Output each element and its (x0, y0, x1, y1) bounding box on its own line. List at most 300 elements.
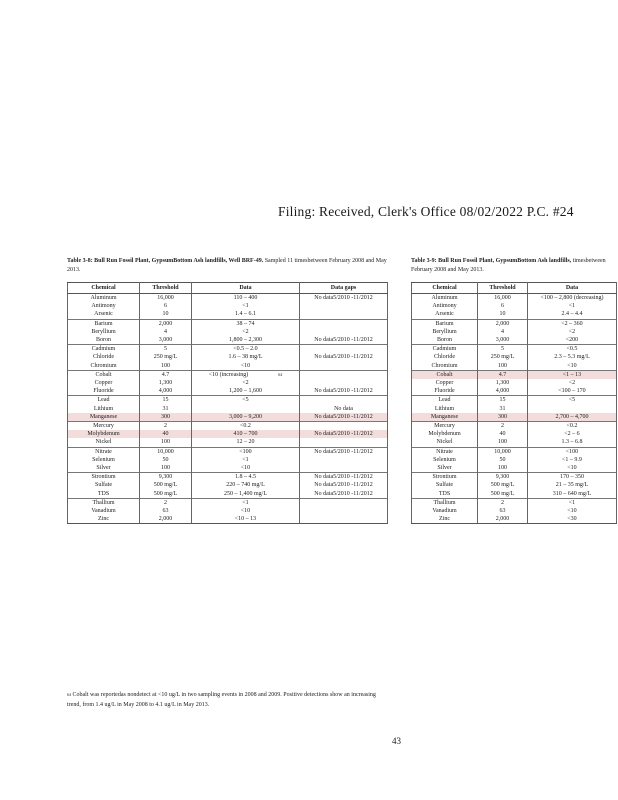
cell-gaps (300, 490, 388, 499)
left-data-table (67, 282, 388, 524)
cell-chemical-value: Boron (96, 337, 111, 344)
cell-data (528, 498, 617, 507)
cell-threshold-value: 300 (498, 413, 507, 420)
table-row (68, 430, 388, 438)
cell-data-value: 170 – 350 (560, 474, 584, 481)
cell-threshold-value: 2,000 (158, 516, 173, 523)
cell-data-value: <1 (242, 303, 249, 310)
cell-gaps-value: No data5/2010 -11/2012 (314, 354, 373, 361)
cell-data-value: <100 – 2,800 (decreasing) (540, 295, 604, 301)
cell-chemical-value: Silver (96, 465, 111, 472)
cell-chemical (68, 438, 140, 447)
table-row (412, 405, 617, 413)
cell-data (528, 370, 617, 379)
cell-chemical (412, 328, 478, 336)
cell-chemical (412, 507, 478, 515)
table-row (412, 387, 617, 396)
cell-chemical (412, 456, 478, 464)
cell-chemical (68, 430, 140, 438)
cell-chemical (412, 413, 478, 422)
cell-gaps-value: No data5/2010 -11/2012 (314, 490, 373, 497)
cell-chemical (412, 447, 478, 456)
cell-data-value: 250 – 1,400 mg/L (224, 490, 267, 497)
cell-threshold-value: 10 (499, 311, 506, 318)
footnote-ref: 64 (278, 371, 283, 377)
cell-threshold-value: 4,000 (158, 388, 173, 395)
cell-data-value: <1 (242, 456, 249, 463)
cell-gaps (300, 422, 388, 431)
cell-gaps (300, 345, 388, 354)
cell-threshold-value: 500 mg/L (490, 490, 515, 497)
cell-threshold-value: 100 (498, 362, 507, 369)
cell-chemical-value: Cobalt (95, 371, 112, 378)
cell-threshold-value: 5 (501, 346, 504, 353)
cell-chemical-value: Nickel (95, 439, 112, 446)
cell-chemical (412, 302, 478, 310)
cell-threshold (140, 294, 192, 303)
cell-threshold-value: 100 (161, 465, 170, 472)
cell-chemical (412, 370, 478, 379)
cell-data (192, 387, 300, 396)
cell-threshold-value: 10,000 (494, 448, 511, 455)
cell-gaps (300, 473, 388, 482)
cell-data (528, 438, 617, 447)
cell-threshold (478, 438, 528, 447)
table-row (412, 319, 617, 328)
cell-chemical (412, 481, 478, 489)
cell-chemical (412, 405, 478, 413)
table-row (412, 370, 617, 379)
table-row (412, 464, 617, 473)
table-row (412, 481, 617, 489)
cell-threshold-value: 4 (164, 328, 167, 335)
cell-threshold (478, 430, 528, 438)
cell-chemical (412, 387, 478, 396)
cell-threshold (478, 447, 528, 456)
cell-data (192, 430, 300, 438)
cell-threshold (478, 515, 528, 524)
cell-chemical (68, 413, 140, 422)
cell-chemical (68, 490, 140, 499)
cell-data (192, 498, 300, 507)
cell-gaps (300, 294, 388, 303)
cell-threshold (140, 310, 192, 319)
cell-data-value: <1 – 13 (562, 371, 582, 378)
cell-threshold-value: 50 (162, 456, 169, 463)
cell-data (192, 319, 300, 328)
table-row (412, 353, 617, 361)
cell-chemical (412, 473, 478, 482)
cell-chemical-value: Silver (437, 465, 452, 472)
cell-chemical-value: Mercury (93, 423, 114, 430)
cell-threshold-value: 31 (499, 405, 506, 412)
cell-gaps (300, 447, 388, 456)
table-row (412, 498, 617, 507)
cell-data-value: <0.2 (240, 423, 251, 430)
cell-gaps-value: No data5/2010 -11/2012 (314, 388, 373, 395)
cell-data (192, 464, 300, 473)
right-table-body (412, 294, 617, 524)
cell-gaps (300, 310, 388, 319)
cell-chemical (68, 387, 140, 396)
cell-threshold-value: 6 (501, 303, 504, 310)
cell-chemical (68, 498, 140, 507)
cell-data (192, 294, 300, 303)
cell-gaps (300, 336, 388, 345)
cell-data (192, 336, 300, 345)
cell-chemical-value: Nitrate (95, 448, 112, 455)
cell-data-value: <100 (565, 448, 579, 455)
cell-data (192, 370, 300, 379)
cell-data-value: <0.2 (566, 423, 578, 430)
footnote (67, 690, 377, 710)
cell-chemical-value: Sulfate (436, 482, 453, 489)
cell-chemical (68, 379, 140, 387)
cell-chemical-value: Lead (97, 397, 110, 404)
cell-chemical-value: Vanadium (432, 508, 457, 515)
table-row (68, 328, 388, 336)
cell-chemical-value: Antimony (91, 303, 116, 310)
cell-threshold (478, 319, 528, 328)
table-row (412, 302, 617, 310)
table-row (68, 490, 388, 499)
cell-threshold (478, 473, 528, 482)
table-row (412, 310, 617, 319)
table-row (412, 507, 617, 515)
cell-threshold (478, 507, 528, 515)
cell-chemical (412, 515, 478, 524)
cell-chemical-value: Selenium (433, 456, 456, 463)
table-row (412, 328, 617, 336)
header-chemical: Chemical (68, 283, 140, 294)
cell-data-value: <0.5 (566, 346, 578, 353)
cell-threshold-value: 2,000 (158, 320, 173, 327)
cell-threshold (140, 515, 192, 524)
table-row (412, 396, 617, 405)
cell-data (192, 422, 300, 431)
cell-threshold-value: 500 mg/L (490, 482, 515, 489)
header-threshold: Threshold (140, 283, 192, 294)
cell-gaps-value: No data5/2010 -11/2012 (314, 474, 373, 481)
cell-data-value: <2 – 6 (564, 431, 580, 438)
cell-data (528, 430, 617, 438)
cell-gaps (300, 370, 388, 379)
cell-data (192, 456, 300, 464)
cell-chemical-value: Zinc (98, 516, 109, 523)
cell-threshold-value: 3,000 (158, 337, 173, 344)
cell-chemical (412, 464, 478, 473)
cell-gaps-value: No data5/2010 -11/2012 (314, 448, 373, 455)
cell-gaps (300, 430, 388, 438)
cell-threshold (140, 473, 192, 482)
table-row (412, 294, 617, 303)
cell-threshold (140, 302, 192, 310)
table-row (68, 387, 388, 396)
cell-threshold-value: 1,300 (158, 380, 173, 387)
cell-data (192, 310, 300, 319)
cell-data (192, 362, 300, 371)
cell-threshold (140, 405, 192, 413)
cell-data-value: <2 – 360 (561, 320, 583, 327)
cell-threshold-value: 5 (164, 346, 167, 353)
cell-threshold (140, 464, 192, 473)
cell-chemical-value: Copper (435, 380, 454, 387)
cell-gaps (300, 302, 388, 310)
cell-threshold (140, 456, 192, 464)
cell-threshold (478, 490, 528, 499)
cell-chemical-value: Chloride (93, 354, 114, 361)
cell-threshold (478, 302, 528, 310)
cell-threshold-value: 16,000 (494, 295, 511, 301)
cell-data (528, 405, 617, 413)
table-row (412, 473, 617, 482)
cell-threshold-value: 2 (164, 499, 167, 506)
cell-data (528, 310, 617, 319)
cell-gaps (300, 319, 388, 328)
right-table-caption (411, 257, 616, 275)
cell-threshold-value: 2 (164, 423, 167, 430)
cell-data-value: <5 (568, 397, 576, 404)
cell-threshold (478, 422, 528, 431)
cell-chemical (68, 302, 140, 310)
cell-chemical-value: Barium (94, 320, 113, 327)
left-caption-bold: Table 3-8: Bull Run Fossil Plant, GypsumBottom Ash landfills, Well BRF-49. (67, 258, 264, 264)
cell-gaps (300, 379, 388, 387)
cell-threshold (140, 422, 192, 431)
cell-data-value: <2 (242, 328, 249, 335)
cell-threshold (140, 438, 192, 447)
cell-gaps (300, 362, 388, 371)
left-table-header (68, 283, 388, 294)
cell-chemical-value: Selenium (92, 456, 115, 463)
cell-gaps (300, 498, 388, 507)
cell-data (528, 396, 617, 405)
cell-chemical-value: Thallium (92, 499, 115, 506)
table-row (68, 507, 388, 515)
cell-threshold (140, 498, 192, 507)
cell-data-value: <1 (568, 303, 576, 310)
cell-chemical (68, 515, 140, 524)
cell-chemical-value: Sulfate (95, 482, 112, 489)
cell-data-value: 1.6 – 38 mg/L (228, 354, 263, 361)
cell-data-value: <1 (568, 499, 576, 506)
cell-chemical-value: Arsenic (94, 311, 113, 318)
cell-chemical-value: Cadmium (91, 346, 116, 353)
cell-gaps-value: No data (334, 405, 353, 412)
cell-data (528, 481, 617, 489)
cell-threshold (140, 345, 192, 354)
cell-threshold (478, 456, 528, 464)
cell-threshold-value: 9,300 (495, 474, 510, 481)
table-row (412, 430, 617, 438)
cell-data (192, 405, 300, 413)
cell-data-value: <100 – 170 (558, 388, 586, 395)
cell-threshold (478, 353, 528, 361)
table-row (68, 370, 388, 379)
cell-data (528, 490, 617, 499)
table-row (412, 515, 617, 524)
cell-threshold (478, 336, 528, 345)
cell-chemical (412, 490, 478, 499)
right-table-header (412, 283, 617, 294)
cell-data-value: <30 (567, 516, 577, 523)
cell-data-value: <0.5 – 2.0 (233, 346, 258, 353)
cell-data (528, 294, 617, 303)
table-row (68, 310, 388, 319)
cell-threshold-value: 250 mg/L (153, 354, 178, 361)
cell-chemical (68, 345, 140, 354)
cell-threshold-value: 100 (161, 439, 170, 446)
cell-threshold-value: 63 (499, 508, 506, 515)
cell-threshold (478, 294, 528, 303)
cell-threshold (140, 353, 192, 361)
cell-data (528, 319, 617, 328)
cell-threshold-value: 4.7 (498, 371, 507, 378)
cell-data-value: 12 – 20 (236, 439, 255, 446)
right-caption-rest: timesbetween February 2008 and May 2013. (411, 258, 606, 273)
cell-gaps (300, 353, 388, 361)
table-row (68, 405, 388, 413)
cell-data-value: <200 (565, 337, 579, 344)
cell-data (528, 473, 617, 482)
cell-data (192, 515, 300, 524)
cell-threshold (140, 379, 192, 387)
cell-gaps (300, 396, 388, 405)
cell-data-value: 1.4 – 6.1 (235, 311, 256, 318)
cell-gaps (300, 328, 388, 336)
cell-chemical (68, 481, 140, 489)
cell-threshold-value: 50 (499, 456, 506, 463)
cell-chemical (68, 405, 140, 413)
cell-data-value: <5 (242, 397, 249, 404)
cell-threshold-value: 6 (164, 303, 167, 310)
cell-chemical-value: Strontium (432, 474, 457, 481)
cell-threshold-value: 4 (501, 328, 504, 335)
cell-data-value: <1 – 9.9 (562, 456, 582, 463)
cell-chemical-value: Manganese (430, 413, 459, 420)
cell-chemical-value: Molybdenum (428, 431, 461, 438)
cell-threshold (478, 345, 528, 354)
cell-chemical-value: Barium (435, 320, 454, 327)
cell-data (192, 481, 300, 489)
cell-data (528, 413, 617, 422)
cell-chemical-value: Cadmium (432, 346, 457, 353)
cell-chemical (412, 438, 478, 447)
cell-data (528, 362, 617, 371)
cell-chemical-value: Beryllium (91, 328, 116, 335)
cell-threshold-value: 500 mg/L (153, 482, 178, 489)
header-threshold: Threshold (478, 283, 528, 294)
cell-data-value: 3,000 – 9,200 (229, 413, 262, 420)
footnote-marker: 64 (67, 692, 71, 697)
cell-chemical-value: Nickel (436, 439, 453, 446)
cell-chemical-value: Nitrate (436, 448, 453, 455)
cell-data (528, 345, 617, 354)
cell-chemical (412, 396, 478, 405)
cell-chemical-value: Arsenic (435, 311, 454, 318)
cell-chemical-value: Molybdenum (87, 431, 120, 438)
cell-data (192, 345, 300, 354)
header-data: Data (192, 283, 300, 294)
cell-data (192, 379, 300, 387)
cell-data (528, 379, 617, 387)
cell-chemical-value: Aluminum (431, 295, 458, 301)
cell-threshold-value: 16,000 (157, 295, 174, 301)
left-table-body (68, 294, 388, 524)
cell-threshold (140, 490, 192, 499)
cell-chemical-value: Fluoride (434, 388, 455, 395)
table-row (68, 422, 388, 431)
cell-gaps (300, 438, 388, 447)
cell-gaps (300, 481, 388, 489)
cell-chemical-value: Lithium (434, 405, 455, 412)
cell-threshold-value: 250 mg/L (490, 354, 515, 361)
table-row (68, 464, 388, 473)
cell-gaps-value: No data5/2010 -11/2012 (314, 337, 373, 344)
cell-chemical (68, 370, 140, 379)
filing-stamp: Filing: Received, Clerk's Office 08/02/2022 P.C. #24 (278, 204, 574, 219)
cell-threshold (140, 396, 192, 405)
cell-data-value: 2.4 – 4.4 (561, 311, 583, 318)
cell-chemical (68, 447, 140, 456)
cell-threshold-value: 3,000 (495, 337, 510, 344)
cell-chemical-value: Chromium (90, 362, 117, 369)
cell-threshold-value: 40 (162, 431, 169, 438)
cell-data (528, 447, 617, 456)
cell-threshold (140, 447, 192, 456)
cell-data-value: 21 – 35 mg/L (555, 482, 589, 489)
cell-chemical-value: TDS (97, 490, 110, 497)
table-row (68, 515, 388, 524)
cell-data-value: <10 (240, 465, 251, 472)
cell-threshold (140, 319, 192, 328)
cell-data (192, 396, 300, 405)
cell-threshold-value: 10,000 (157, 448, 174, 455)
cell-gaps (300, 413, 388, 422)
cell-data (528, 387, 617, 396)
cell-threshold-value: 100 (498, 465, 507, 472)
cell-threshold (140, 370, 192, 379)
table-row (68, 473, 388, 482)
cell-data-value: 1,200 – 1,600 (229, 388, 262, 395)
cell-threshold (478, 379, 528, 387)
cell-chemical-value: Boron (437, 337, 452, 344)
cell-data-value: 220 – 740 mg/L (226, 482, 265, 489)
cell-data-value: 1.3 – 6.8 (561, 439, 583, 446)
right-data-table (411, 282, 617, 524)
cell-chemical-value: Beryllium (432, 328, 457, 335)
left-caption-rest: Sampled 11 timesbetween February 2008 and May 2013. (67, 258, 387, 273)
cell-threshold (140, 430, 192, 438)
cell-chemical (68, 294, 140, 303)
cell-threshold (140, 328, 192, 336)
table-row (68, 447, 388, 456)
cell-data-value: 410 – 700 (233, 431, 258, 438)
cell-threshold (478, 328, 528, 336)
cell-threshold (140, 362, 192, 371)
cell-chemical-value: Strontium (91, 474, 116, 481)
cell-data (528, 515, 617, 524)
cell-threshold (478, 481, 528, 489)
table-row (412, 456, 617, 464)
cell-threshold (140, 507, 192, 515)
cell-threshold (140, 481, 192, 489)
cell-chemical (412, 353, 478, 361)
cell-data-value: <10 (567, 508, 577, 515)
cell-data (192, 438, 300, 447)
cell-chemical (68, 362, 140, 371)
cell-data-value: <10 (increasing) (208, 371, 249, 378)
